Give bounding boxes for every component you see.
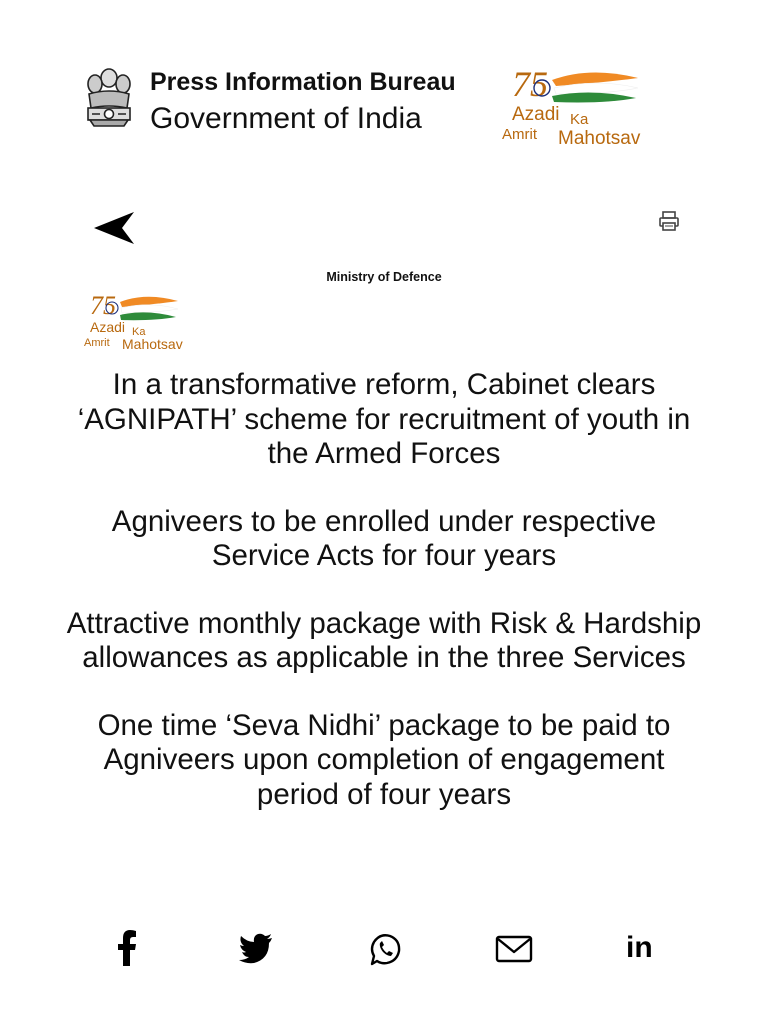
headline-list — [60, 368, 708, 845]
logo-ka: Ka — [570, 111, 589, 128]
headline-package: Attractive monthly package with Risk & Hardship allowances as applicable in the three Services — [66, 606, 702, 674]
svg-text:Azadi: Azadi — [90, 319, 126, 335]
bureau-name: Press Information Bureau — [150, 68, 456, 96]
svg-text:75: 75 — [90, 291, 116, 320]
linkedin-icon[interactable]: in — [626, 931, 653, 964]
national-emblem-icon — [80, 64, 138, 146]
ministry-name: Ministry of Defence — [326, 270, 442, 284]
share-bar — [0, 928, 768, 972]
logo-mahotsav: Mahotsav — [558, 128, 641, 148]
svg-text:Ka: Ka — [132, 326, 146, 338]
email-icon[interactable] — [495, 928, 533, 968]
government-name: Government of India — [150, 102, 422, 135]
back-arrow-icon[interactable] — [92, 210, 136, 246]
headline-seva-nidhi: One time ‘Seva Nidhi’ package to be paid to Agniveers upon completion of engagement period of four years — [97, 708, 671, 811]
whatsapp-icon[interactable] — [368, 928, 402, 968]
facebook-icon[interactable] — [114, 928, 140, 968]
headline-main: In a transformative reform, Cabinet clears ‘AGNIPATH’ scheme for recruitment of youth in the Armed Forces — [77, 368, 691, 470]
printer-icon[interactable] — [658, 210, 680, 232]
svg-text:Mahotsav: Mahotsav — [122, 336, 183, 352]
site-header — [80, 60, 690, 150]
twitter-icon[interactable] — [238, 928, 274, 968]
azadi-ka-amrit-mahotsav-small-logo — [84, 290, 204, 352]
logo-number: 75 — [512, 64, 548, 104]
azadi-ka-amrit-mahotsav-logo — [500, 64, 680, 148]
headline-enrolment: Agniveers to be enrolled under respective Service Acts for four years — [111, 504, 657, 572]
logo-amrit: Amrit — [502, 126, 537, 143]
svg-text:Amrit: Amrit — [84, 337, 110, 349]
logo-azadi: Azadi — [512, 104, 560, 125]
